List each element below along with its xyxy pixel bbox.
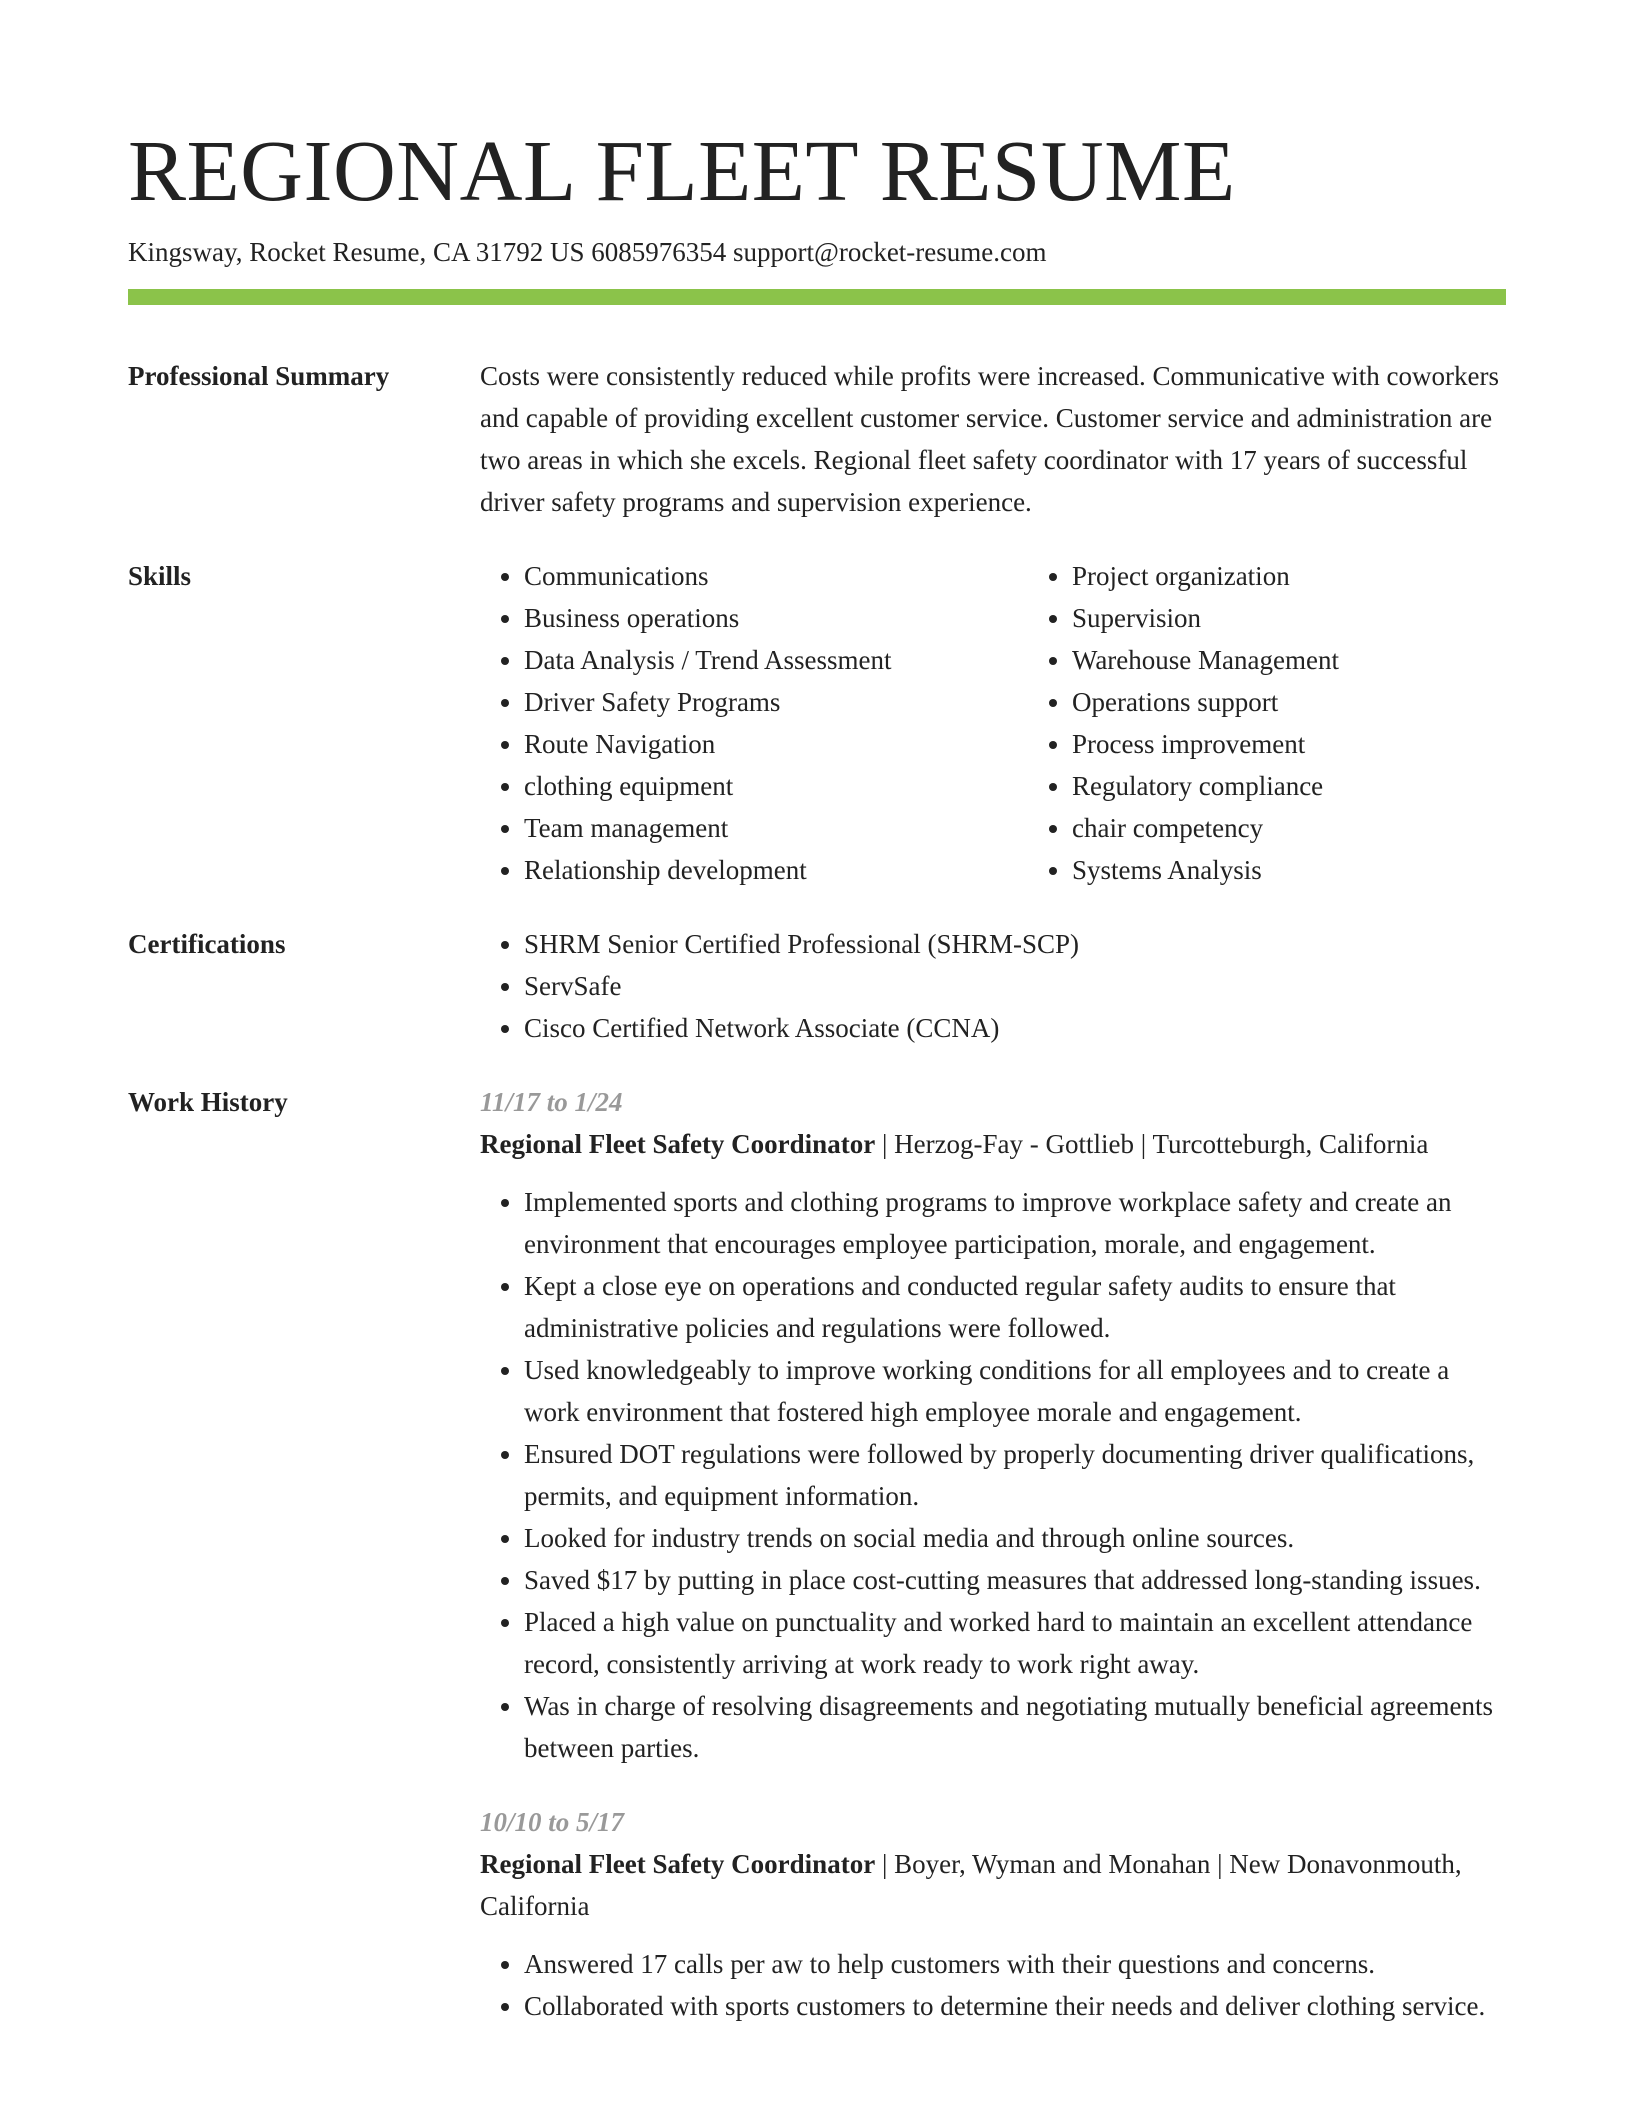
summary-heading: Professional Summary bbox=[128, 361, 390, 391]
job-bullet: • Was in charge of resolving disagreements and negotiating mutually beneficial agreements between parties. bbox=[524, 1685, 1506, 1769]
certification-item: • SHRM Senior Certified Professional (SHRM-SCP) bbox=[524, 923, 1506, 965]
job-dates: 11/17 to 1/24 bbox=[480, 1087, 623, 1117]
job-bullet: • Implemented sports and clothing programs to improve workplace safety and create an environment that encourages employee participation, morale, and engagement. bbox=[524, 1181, 1506, 1265]
job-heading bbox=[480, 1843, 1506, 1927]
summary-section bbox=[128, 355, 1506, 523]
job-bullet: • Looked for industry trends on social media and through online sources. bbox=[524, 1517, 1506, 1559]
skill-item: • Data Analysis / Trend Assessment bbox=[524, 639, 1028, 681]
certification-item: • Cisco Certified Network Associate (CCNA) bbox=[524, 1007, 1506, 1049]
skill-item: • Route Navigation bbox=[524, 723, 1028, 765]
skill-item: • Communications bbox=[524, 555, 1028, 597]
work-history-heading: Work History bbox=[128, 1087, 288, 1117]
skills-section bbox=[128, 555, 1506, 891]
job-bullet: • Ensured DOT regulations were followed by properly documenting driver qualifications, permits, and equipment information. bbox=[524, 1433, 1506, 1517]
skill-item: • Supervision bbox=[1072, 597, 1506, 639]
job-bullet: • Answered 17 calls per aw to help customers with their questions and concerns. bbox=[524, 1943, 1506, 1985]
skill-item: • Process improvement bbox=[1072, 723, 1506, 765]
certifications-section bbox=[128, 923, 1506, 1049]
certifications-heading: Certifications bbox=[128, 929, 286, 959]
certification-item: • ServSafe bbox=[524, 965, 1506, 1007]
skill-item: • Regulatory compliance bbox=[1072, 765, 1506, 807]
skills-heading: Skills bbox=[128, 561, 192, 591]
job-title: Regional Fleet Safety Coordinator bbox=[480, 1129, 876, 1159]
job-bullet: • Placed a high value on punctuality and worked hard to maintain an excellent attendance record, consistently arriving at work ready to work right away. bbox=[524, 1601, 1506, 1685]
resume-page bbox=[128, 0, 1506, 2027]
work-history-section bbox=[128, 1081, 1506, 2027]
job-entry bbox=[480, 1801, 1506, 2027]
skill-item: • chair competency bbox=[1072, 807, 1506, 849]
skill-item: • Business operations bbox=[524, 597, 1028, 639]
job-title: Regional Fleet Safety Coordinator bbox=[480, 1849, 876, 1879]
skill-item: • Systems Analysis bbox=[1072, 849, 1506, 891]
job-bullet: • Collaborated with sports customers to determine their needs and deliver clothing service. bbox=[524, 1985, 1506, 2027]
skill-item: • Team management bbox=[524, 807, 1028, 849]
summary-text: Costs were consistently reduced while profits were increased. Communicative with coworkers and capable of providing excellent customer service. Customer service and administration are two areas in which she excels. Regional fleet safety coordinator with 17 years of successful driver safety programs and supervision experience. bbox=[480, 361, 1499, 517]
job-bullets bbox=[480, 1943, 1506, 2027]
job-details: | Herzog-Fay - Gottlieb | Turcotteburgh, California bbox=[875, 1129, 1429, 1159]
skills-list-left bbox=[480, 555, 1028, 891]
job-dates: 10/10 to 5/17 bbox=[480, 1807, 625, 1837]
job-entry bbox=[480, 1081, 1506, 1769]
skill-item: • Driver Safety Programs bbox=[524, 681, 1028, 723]
job-bullets bbox=[480, 1181, 1506, 1769]
skill-item: • Relationship development bbox=[524, 849, 1028, 891]
contact-line: Kingsway, Rocket Resume, CA 31792 US 6085976354 support@rocket-resume.com bbox=[128, 237, 1047, 267]
job-details: | Boyer, Wyman and Monahan | New Donavonmouth, California bbox=[480, 1849, 1462, 1921]
job-bullet: • Used knowledgeably to improve working conditions for all employees and to create a work environment that fostered high employee morale and engagement. bbox=[524, 1349, 1506, 1433]
job-bullet: • Saved $17 by putting in place cost-cutting measures that addressed long-standing issues. bbox=[524, 1559, 1506, 1601]
job-bullet: • Kept a close eye on operations and conducted regular safety audits to ensure that administrative policies and regulations were followed. bbox=[524, 1265, 1506, 1349]
accent-divider bbox=[128, 289, 1506, 305]
certifications-list bbox=[480, 923, 1506, 1049]
skill-item: • Operations support bbox=[1072, 681, 1506, 723]
resume-title: REGIONAL FLEET RESUME bbox=[128, 122, 1236, 219]
skill-item: • Project organization bbox=[1072, 555, 1506, 597]
skill-item: • clothing equipment bbox=[524, 765, 1028, 807]
skills-list-right bbox=[1028, 555, 1506, 891]
skill-item: • Warehouse Management bbox=[1072, 639, 1506, 681]
job-heading bbox=[480, 1123, 1506, 1165]
